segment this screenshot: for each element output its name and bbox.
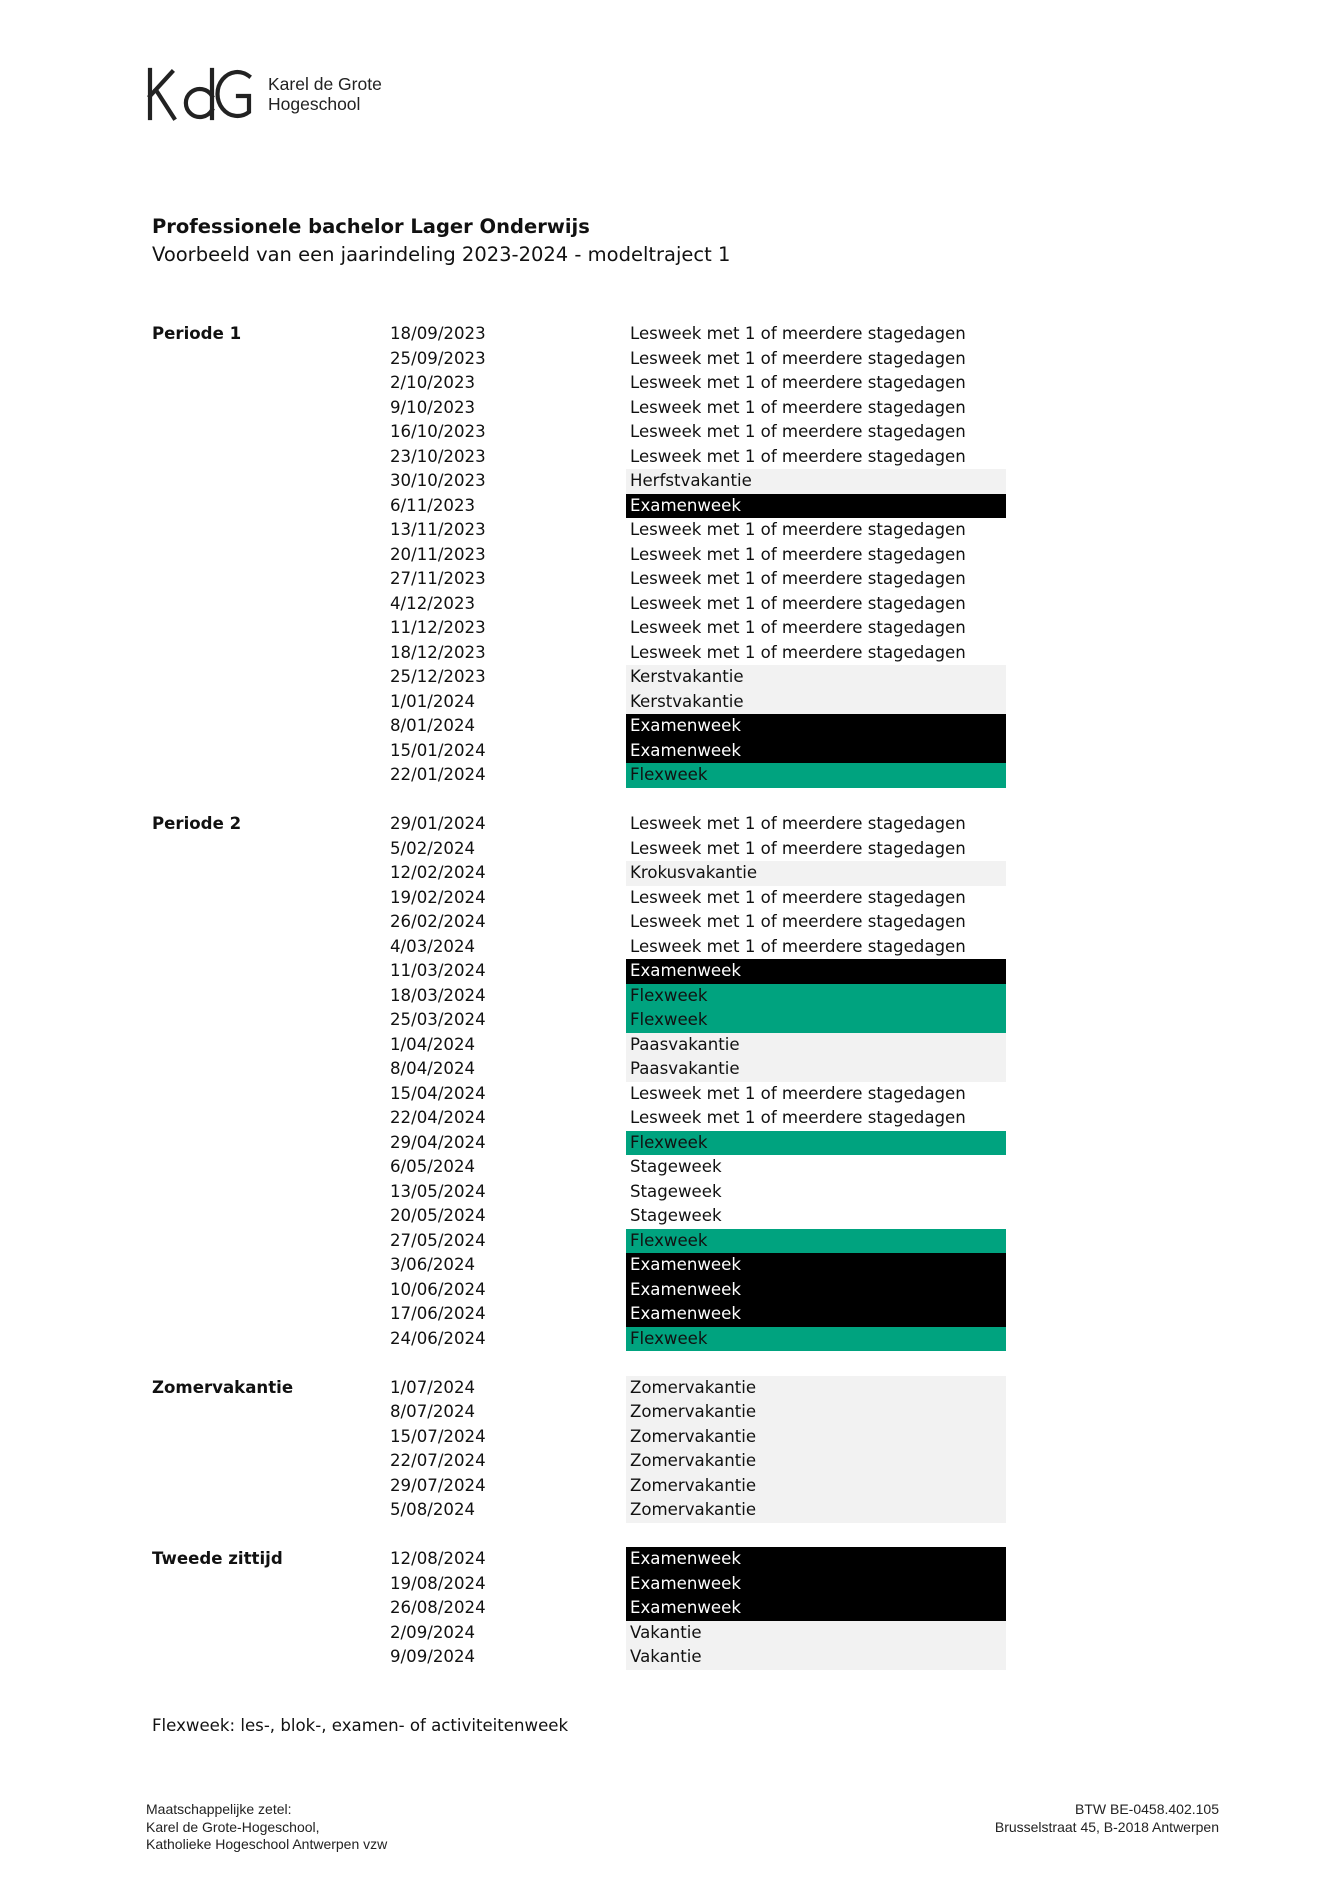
week-date: 20/05/2024 xyxy=(390,1206,486,1225)
schedule-row xyxy=(152,739,1012,764)
week-activity: Lesweek met 1 of meerdere stagedagen xyxy=(630,324,966,343)
week-activity: Flexweek xyxy=(626,763,1006,788)
kdg-logo xyxy=(146,66,382,122)
schedule-row xyxy=(152,1180,1012,1205)
week-date: 22/01/2024 xyxy=(390,765,486,784)
period-label: Tweede zittijd xyxy=(152,1549,283,1568)
schedule-row xyxy=(152,935,1012,960)
schedule-row xyxy=(152,445,1012,470)
schedule-row xyxy=(152,1400,1012,1425)
schedule-row xyxy=(152,714,1012,739)
week-activity: Lesweek met 1 of meerdere stagedagen xyxy=(630,397,966,417)
schedule-row xyxy=(152,861,1012,886)
schedule-row xyxy=(152,567,1012,592)
week-activity: Lesweek met 1 of meerdere stagedagen xyxy=(630,1108,966,1127)
schedule-section xyxy=(152,1376,1012,1523)
week-date: 25/03/2024 xyxy=(390,1010,486,1029)
logo-line-1: Karel de Grote xyxy=(268,74,382,94)
schedule-row xyxy=(152,1155,1012,1180)
schedule-row xyxy=(152,886,1012,911)
footnote: Flexweek: les-, blok-, examen- of activiteitenweek xyxy=(152,1716,569,1735)
schedule-row xyxy=(152,1327,1012,1352)
week-date: 15/07/2024 xyxy=(390,1426,486,1446)
schedule-row xyxy=(152,1498,1012,1523)
week-activity: Flexweek xyxy=(626,1327,1006,1352)
period-label: Zomervakantie xyxy=(152,1377,294,1397)
week-date: 8/01/2024 xyxy=(390,716,476,735)
document-subtitle: Voorbeeld van een jaarindeling 2023-2024 - modeltraject 1 xyxy=(152,243,731,266)
week-activity: Paasvakantie xyxy=(626,1033,1006,1058)
footer-vat-address xyxy=(995,1801,1219,1836)
schedule-row xyxy=(152,984,1012,1009)
week-date: 25/12/2023 xyxy=(390,667,486,686)
schedule-row xyxy=(152,592,1012,617)
week-activity: Flexweek xyxy=(626,1008,1006,1033)
logo-wordmark xyxy=(268,74,382,114)
week-activity: Krokusvakantie xyxy=(626,861,1006,886)
week-date: 19/02/2024 xyxy=(390,887,486,907)
schedule-row xyxy=(152,1278,1012,1303)
schedule-row xyxy=(152,763,1012,788)
week-activity: Lesweek met 1 of meerdere stagedagen xyxy=(630,569,966,588)
week-activity: Examenweek xyxy=(626,1302,1006,1327)
week-activity: Lesweek met 1 of meerdere stagedagen xyxy=(630,593,966,613)
week-date: 29/01/2024 xyxy=(390,814,486,833)
week-date: 18/12/2023 xyxy=(390,642,486,662)
week-date: 1/04/2024 xyxy=(390,1034,476,1054)
week-date: 29/07/2024 xyxy=(390,1475,486,1495)
footer-right-line-2: Brusselstraat 45, B-2018 Antwerpen xyxy=(994,1818,1219,1835)
week-date: 9/09/2024 xyxy=(390,1647,476,1666)
logo-line-2: Hogeschool xyxy=(268,94,361,114)
schedule-row xyxy=(152,371,1012,396)
schedule-row xyxy=(152,910,1012,935)
schedule-row xyxy=(152,1425,1012,1450)
week-activity: Examenweek xyxy=(626,1278,1006,1303)
week-date: 15/04/2024 xyxy=(390,1083,486,1103)
period-label: Periode 2 xyxy=(152,814,242,833)
schedule-row xyxy=(152,1131,1012,1156)
week-activity: Vakantie xyxy=(626,1621,1006,1646)
schedule-row xyxy=(152,812,1012,837)
week-activity: Lesweek met 1 of meerdere stagedagen xyxy=(630,887,966,907)
footer-left-line-2: Karel de Grote-Hogeschool, xyxy=(146,1818,320,1835)
week-activity: Kerstvakantie xyxy=(626,690,1006,715)
schedule-row xyxy=(152,1645,1012,1670)
week-date: 22/04/2024 xyxy=(390,1108,486,1127)
week-date: 24/06/2024 xyxy=(390,1328,486,1348)
week-activity: Paasvakantie xyxy=(626,1057,1006,1082)
week-activity: Flexweek xyxy=(626,984,1006,1009)
schedule-row xyxy=(152,641,1012,666)
week-date: 26/02/2024 xyxy=(390,912,486,931)
schedule-row xyxy=(152,1204,1012,1229)
footer-left-line-3: Katholieke Hogeschool Antwerpen vzw xyxy=(146,1836,388,1852)
week-date: 18/09/2023 xyxy=(390,324,486,343)
schedule-row xyxy=(152,1302,1012,1327)
schedule-row xyxy=(152,1057,1012,1082)
schedule-row xyxy=(152,837,1012,862)
week-activity: Lesweek met 1 of meerdere stagedagen xyxy=(630,544,966,564)
schedule-row xyxy=(152,1082,1012,1107)
week-date: 30/10/2023 xyxy=(390,471,486,490)
week-date: 22/07/2024 xyxy=(390,1451,486,1470)
schedule-row xyxy=(152,690,1012,715)
week-activity: Stageweek xyxy=(630,1157,722,1176)
document-heading xyxy=(152,213,730,269)
week-activity: Herfstvakantie xyxy=(626,469,1006,494)
schedule-row xyxy=(152,1572,1012,1597)
week-date: 13/11/2023 xyxy=(390,520,486,539)
week-activity: Lesweek met 1 of meerdere stagedagen xyxy=(630,1083,966,1103)
week-date: 2/09/2024 xyxy=(390,1622,476,1642)
week-date: 16/10/2023 xyxy=(390,422,486,441)
week-date: 29/04/2024 xyxy=(390,1132,486,1152)
document-title: Professionele bachelor Lager Onderwijs xyxy=(152,215,590,238)
week-activity: Examenweek xyxy=(626,739,1006,764)
week-date: 8/07/2024 xyxy=(390,1402,476,1421)
week-activity: Kerstvakantie xyxy=(626,665,1006,690)
week-date: 6/11/2023 xyxy=(390,495,476,515)
schedule-row xyxy=(152,494,1012,519)
schedule-row xyxy=(152,322,1012,347)
week-date: 15/01/2024 xyxy=(390,740,486,760)
footer-registered-office xyxy=(146,1801,387,1854)
week-date: 23/10/2023 xyxy=(390,446,486,466)
week-date: 10/06/2024 xyxy=(390,1279,486,1299)
schedule-row xyxy=(152,469,1012,494)
week-date: 4/03/2024 xyxy=(390,936,476,956)
week-date: 27/05/2024 xyxy=(390,1230,486,1250)
week-activity: Examenweek xyxy=(626,1253,1006,1278)
week-date: 18/03/2024 xyxy=(390,985,486,1005)
week-activity: Flexweek xyxy=(626,1131,1006,1156)
week-activity: Lesweek met 1 of meerdere stagedagen xyxy=(630,373,966,392)
schedule-row xyxy=(152,1376,1012,1401)
schedule-row xyxy=(152,616,1012,641)
week-activity: Zomervakantie xyxy=(626,1449,1006,1474)
year-schedule xyxy=(152,322,1012,1694)
schedule-row xyxy=(152,1547,1012,1572)
week-date: 11/12/2023 xyxy=(390,618,486,637)
schedule-section xyxy=(152,1547,1012,1670)
week-activity: Examenweek xyxy=(626,1596,1006,1621)
week-date: 20/11/2023 xyxy=(390,544,486,564)
week-date: 5/08/2024 xyxy=(390,1500,476,1519)
schedule-section xyxy=(152,812,1012,1351)
week-date: 12/08/2024 xyxy=(390,1549,486,1568)
week-date: 25/09/2023 xyxy=(390,348,486,368)
week-date: 2/10/2023 xyxy=(390,373,476,392)
period-label: Periode 1 xyxy=(152,324,242,343)
week-date: 12/02/2024 xyxy=(390,863,486,882)
schedule-row xyxy=(152,1229,1012,1254)
week-activity: Lesweek met 1 of meerdere stagedagen xyxy=(630,422,966,441)
week-date: 13/05/2024 xyxy=(390,1181,486,1201)
week-activity: Examenweek xyxy=(626,494,1006,519)
schedule-row xyxy=(152,959,1012,984)
schedule-row xyxy=(152,518,1012,543)
week-activity: Examenweek xyxy=(626,1572,1006,1597)
week-date: 26/08/2024 xyxy=(390,1598,486,1617)
week-activity: Lesweek met 1 of meerdere stagedagen xyxy=(630,520,966,539)
week-date: 17/06/2024 xyxy=(390,1304,486,1323)
schedule-section xyxy=(152,322,1012,788)
schedule-row xyxy=(152,665,1012,690)
week-activity: Examenweek xyxy=(626,714,1006,739)
week-date: 1/01/2024 xyxy=(390,691,476,711)
week-activity: Lesweek met 1 of meerdere stagedagen xyxy=(630,618,966,637)
week-activity: Lesweek met 1 of meerdere stagedagen xyxy=(630,838,966,858)
schedule-row xyxy=(152,543,1012,568)
week-activity: Lesweek met 1 of meerdere stagedagen xyxy=(630,912,966,931)
schedule-row xyxy=(152,1449,1012,1474)
week-date: 6/05/2024 xyxy=(390,1157,476,1176)
schedule-row xyxy=(152,1253,1012,1278)
footer-right-line-1: BTW BE-0458.402.105 xyxy=(1075,1801,1219,1817)
week-activity: Lesweek met 1 of meerdere stagedagen xyxy=(630,348,966,368)
week-activity: Flexweek xyxy=(626,1229,1006,1254)
schedule-row xyxy=(152,1474,1012,1499)
schedule-row xyxy=(152,1033,1012,1058)
kdg-logo-mark xyxy=(146,66,256,122)
week-activity: Examenweek xyxy=(626,959,1006,984)
week-date: 8/04/2024 xyxy=(390,1059,476,1078)
schedule-row xyxy=(152,1008,1012,1033)
week-date: 27/11/2023 xyxy=(390,569,486,588)
week-activity: Zomervakantie xyxy=(626,1400,1006,1425)
schedule-row xyxy=(152,1621,1012,1646)
schedule-row xyxy=(152,347,1012,372)
schedule-row xyxy=(152,1596,1012,1621)
week-date: 3/06/2024 xyxy=(390,1255,476,1274)
schedule-row xyxy=(152,396,1012,421)
week-activity: Lesweek met 1 of meerdere stagedagen xyxy=(630,642,966,662)
week-activity: Zomervakantie xyxy=(626,1425,1006,1450)
week-activity: Examenweek xyxy=(626,1547,1006,1572)
week-date: 5/02/2024 xyxy=(390,838,476,858)
schedule-row xyxy=(152,420,1012,445)
week-activity: Zomervakantie xyxy=(626,1474,1006,1499)
week-date: 4/12/2023 xyxy=(390,593,476,613)
week-activity: Zomervakantie xyxy=(626,1498,1006,1523)
week-date: 19/08/2024 xyxy=(390,1573,486,1593)
week-activity: Lesweek met 1 of meerdere stagedagen xyxy=(630,446,966,466)
week-activity: Zomervakantie xyxy=(626,1376,1006,1401)
week-activity: Stageweek xyxy=(630,1206,722,1225)
footer-left-line-1: Maatschappelijke zetel: xyxy=(146,1801,292,1817)
week-activity: Vakantie xyxy=(626,1645,1006,1670)
week-activity: Lesweek met 1 of meerdere stagedagen xyxy=(630,936,966,956)
week-date: 9/10/2023 xyxy=(390,397,476,417)
week-date: 1/07/2024 xyxy=(390,1377,476,1397)
week-activity: Lesweek met 1 of meerdere stagedagen xyxy=(630,814,966,833)
schedule-row xyxy=(152,1106,1012,1131)
week-date: 11/03/2024 xyxy=(390,961,486,980)
week-activity: Stageweek xyxy=(630,1181,722,1201)
